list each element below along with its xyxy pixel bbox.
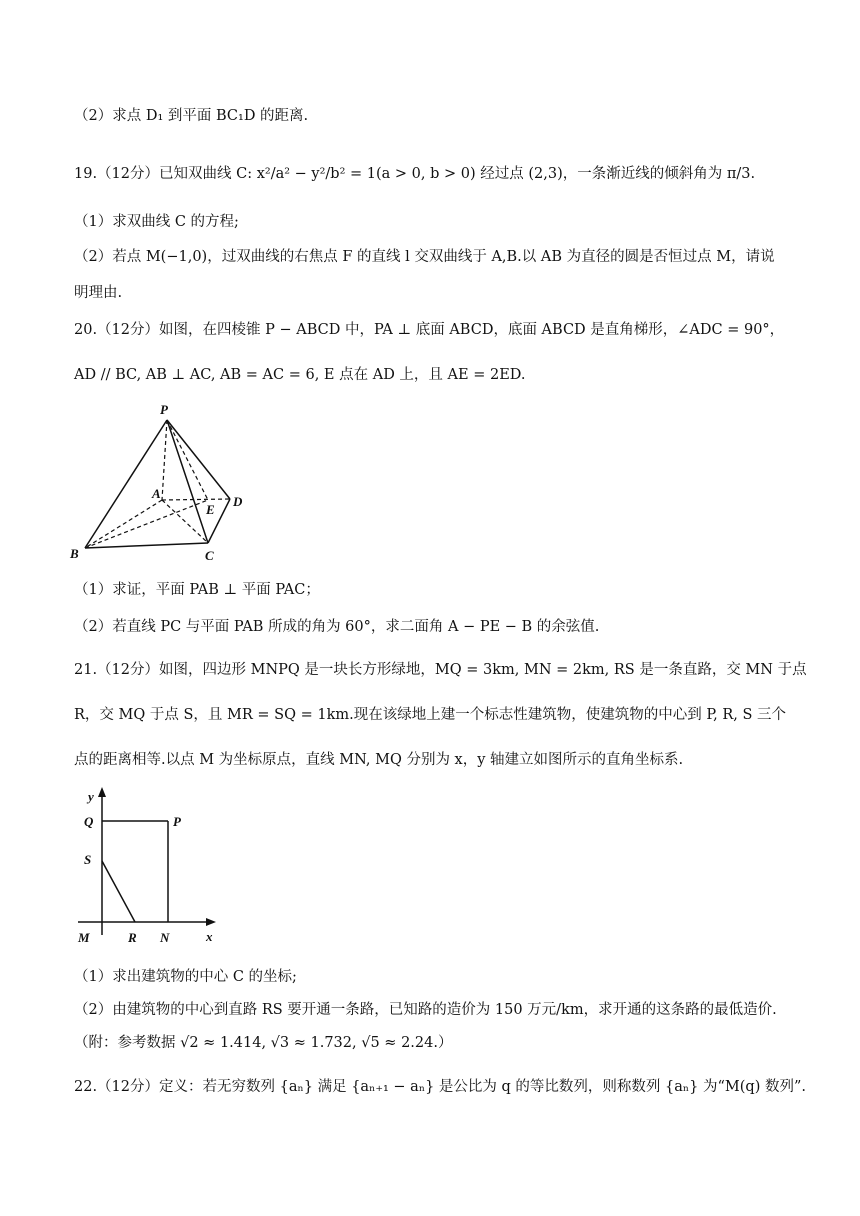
label-s: S <box>84 852 92 867</box>
q20-stem-line2: AD // BC, AB ⊥ AC, AB = AC = 6, E 点在 AD 上，且 AE = 2ED. <box>74 367 526 383</box>
q19-part1: （1）求双曲线 C 的方程; <box>74 214 239 230</box>
label-x: x <box>206 929 213 944</box>
q20-stem-line1: 20.（12分）如图，在四棱锥 P − ABCD 中，PA ⊥ 底面 ABCD，底面 ABCD 是直角梯形，∠ADC = 90°， <box>74 322 785 338</box>
q21-stem-line1: 21.（12分）如图，四边形 MNPQ 是一块长方形绿地，MQ = 3km, MN = 2km, RS 是一条直路，交 MN 于点 <box>74 662 807 678</box>
label-d: D <box>233 494 243 509</box>
edge-ab-hidden <box>85 500 162 548</box>
q20-part2: （2）若直线 PC 与平面 PAB 所成的角为 60°，求二面角 A − PE − B 的余弦值. <box>74 619 600 635</box>
label-p: P <box>160 402 168 417</box>
label-c: C <box>205 548 214 563</box>
q19-part2-line2: 明理由. <box>74 285 123 301</box>
q21-part2: （2）由建筑物的中心到直路 RS 要开通一条路，已知路的造价为 150 万元/km，求开通的这条路的最低造价. <box>74 1002 777 1018</box>
x-axis-arrow <box>206 918 216 926</box>
q19-part2-line1: （2）若点 M(−1,0)，过双曲线的右焦点 F 的直线 l 交双曲线于 A,B.以 AB 为直径的圆是否恒过点 M，请说 <box>74 249 775 265</box>
label-e: E <box>206 502 215 517</box>
coordinate-figure <box>70 785 220 950</box>
edge-pb <box>85 420 167 548</box>
edge-pe-hidden <box>167 420 208 500</box>
q21-part2-note: （附：参考数据 √2 ≈ 1.414, √3 ≈ 1.732, √5 ≈ 2.24.） <box>74 1035 453 1051</box>
q21-stem-line2: R，交 MQ 于点 S，且 MR = SQ = 1km.现在该绿地上建一个标志性建筑物，使建筑物的中心到 P, R, S 三个 <box>74 707 787 723</box>
label-q: Q <box>84 814 94 829</box>
edge-pd <box>167 420 230 499</box>
edge-pa-hidden <box>162 420 167 500</box>
edge-ad-hidden <box>162 499 230 500</box>
q20-part1: （1）求证，平面 PAB ⊥ 平面 PAC； <box>74 582 320 598</box>
edge-bc <box>85 543 208 548</box>
q18-part2: （2）求点 D₁ 到平面 BC₁D 的距离. <box>74 108 309 124</box>
y-axis-arrow <box>98 787 106 797</box>
label-m: M <box>78 930 90 945</box>
pyramid-figure <box>60 400 260 572</box>
road-rs <box>102 861 135 922</box>
label-b: B <box>70 546 79 561</box>
label-y: y <box>88 789 94 804</box>
label-a: A <box>152 486 161 501</box>
edge-be-hidden <box>85 500 208 548</box>
q22-stem: 22.（12分）定义：若无穷数列 {aₙ} 满足 {aₙ₊₁ − aₙ} 是公比为 q 的等比数列，则称数列 {aₙ} 为“M(q) 数列”. <box>74 1079 807 1095</box>
label-p: P <box>173 814 181 829</box>
q19-stem: 19.（12分）已知双曲线 C: x²/a² − y²/b² = 1(a > 0, b > 0) 经过点 (2,3)，一条渐近线的倾斜角为 π/3. <box>74 166 756 182</box>
q21-part1: （1）求出建筑物的中心 C 的坐标; <box>74 969 297 985</box>
label-n: N <box>160 930 170 945</box>
label-r: R <box>128 930 137 945</box>
q21-stem-line3: 点的距离相等.以点 M 为坐标原点，直线 MN, MQ 分别为 x，y 轴建立如图所示的直角坐标系. <box>74 752 684 768</box>
